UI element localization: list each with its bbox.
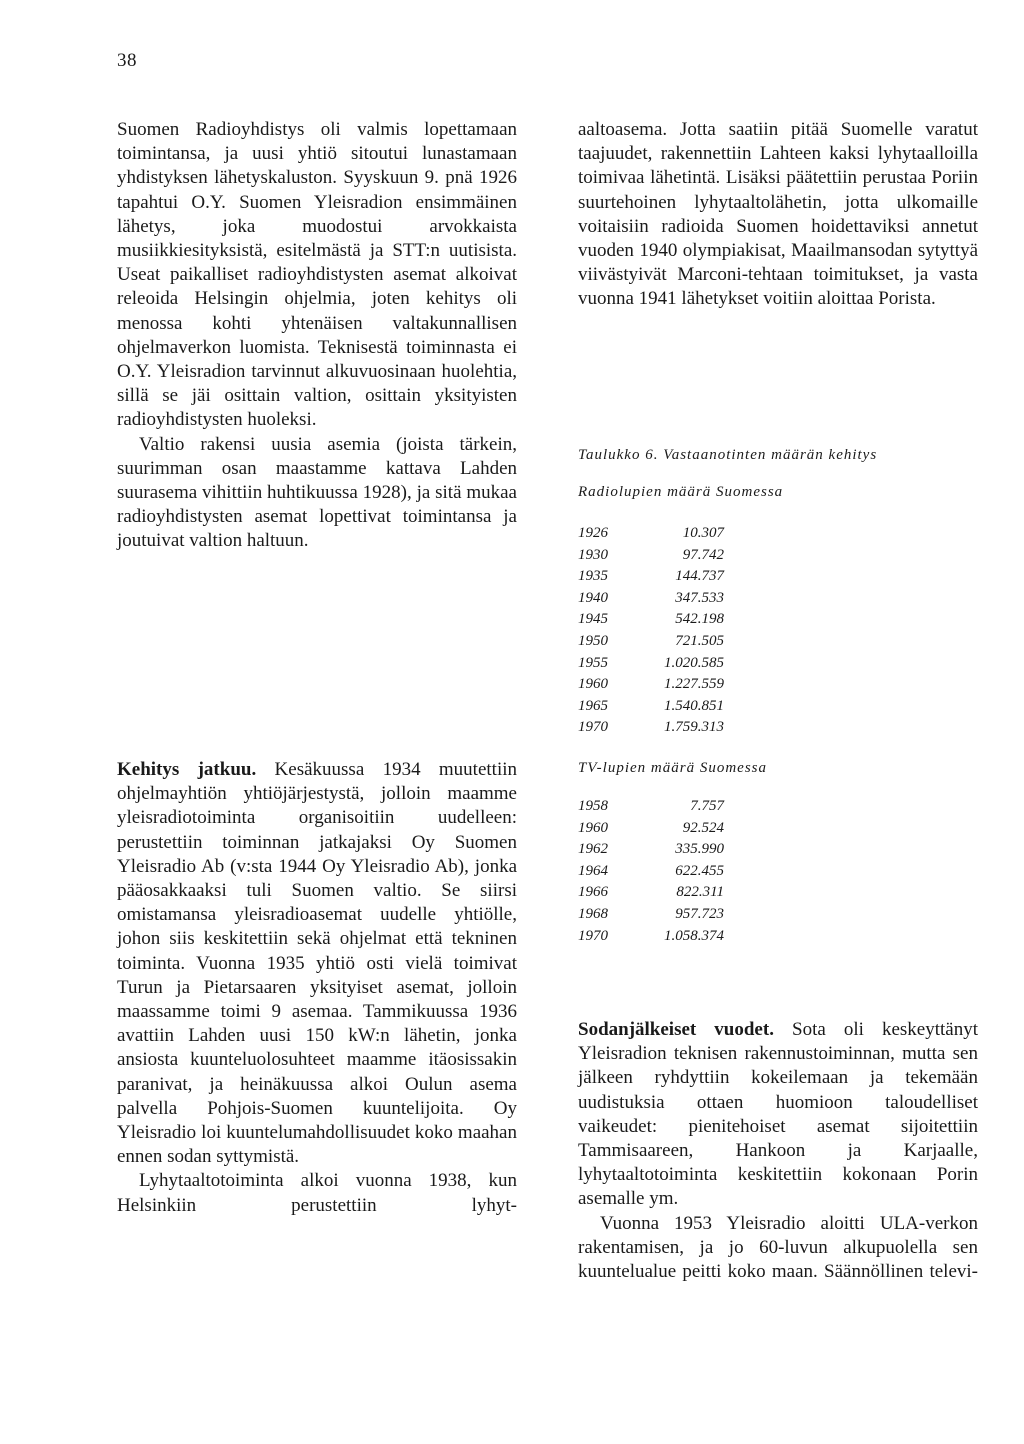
value-cell: 347.533 bbox=[675, 589, 724, 606]
table-row bbox=[578, 588, 724, 610]
body-paragraph: Vuonna 1953 Yleisradio aloitti ULA-verkon rakentamisen, ja jo 60-luvun alkupuolella sen kuuntelualue peitti koko maan. Säännöllinen televi- bbox=[578, 1212, 978, 1283]
left-column-top bbox=[117, 118, 517, 554]
right-column-top bbox=[578, 118, 978, 312]
year-cell: 1960 bbox=[578, 676, 608, 693]
value-cell: 92.524 bbox=[682, 819, 724, 836]
year-cell: 1966 bbox=[578, 884, 608, 901]
table-row bbox=[578, 904, 724, 926]
table-caption: Taulukko 6. Vastaanotinten määrän kehitys bbox=[578, 447, 878, 463]
year-cell: 1940 bbox=[578, 589, 608, 606]
value-cell: 97.742 bbox=[682, 546, 724, 563]
value-cell: 1.540.851 bbox=[664, 697, 724, 714]
page-number: 38 bbox=[117, 50, 137, 71]
table-row bbox=[578, 717, 724, 739]
table-row bbox=[578, 653, 724, 675]
year-cell: 1930 bbox=[578, 546, 608, 563]
table-row bbox=[578, 631, 724, 653]
radio-licences-title: Radiolupien määrä Suomessa bbox=[578, 484, 784, 500]
value-cell: 542.198 bbox=[675, 611, 724, 628]
table-row bbox=[578, 796, 724, 818]
section-heading: Sodanjälkeiset vuodet. bbox=[578, 1019, 774, 1040]
table-row bbox=[578, 674, 724, 696]
table-row bbox=[578, 839, 724, 861]
value-cell: 622.455 bbox=[675, 862, 724, 879]
year-cell: 1935 bbox=[578, 568, 608, 585]
tv-licences-table bbox=[578, 796, 724, 947]
year-cell: 1965 bbox=[578, 697, 608, 714]
value-cell: 957.723 bbox=[675, 905, 724, 922]
table-row bbox=[578, 545, 724, 567]
year-cell: 1945 bbox=[578, 611, 608, 628]
value-cell: 1.020.585 bbox=[664, 654, 724, 671]
table-row bbox=[578, 696, 724, 718]
paragraph-text: Sota oli keskeyttänyt Yleisradion teknisen rakennustoiminnan, mutta sen jälkeen ryhdyttiin kokeilemaan ja tekemään uudistuksia ottaen huomioon taloudelliset vaikeudet: pienitehoiset asemat sijoitettiin Tammisaareen, Hankoon ja Karjaalle, lyhytaaltotoiminta keskitettiin kokonaan Porin asemalle ym. bbox=[578, 1019, 978, 1210]
body-paragraph: Lyhytaaltotoiminta alkoi vuonna 1938, kun Helsinkiin perustettiin lyhyt- bbox=[117, 1170, 517, 1216]
value-cell: 335.990 bbox=[675, 841, 724, 858]
year-cell: 1962 bbox=[578, 841, 608, 858]
value-cell: 721.505 bbox=[675, 632, 724, 649]
radio-licences-table bbox=[578, 523, 724, 739]
year-cell: 1958 bbox=[578, 798, 608, 814]
section-kehitys-jatkuu bbox=[117, 758, 517, 1218]
table-row bbox=[578, 882, 724, 904]
year-cell: 1970 bbox=[578, 719, 608, 736]
table-row bbox=[578, 523, 724, 545]
table-row bbox=[578, 609, 724, 631]
value-cell: 10.307 bbox=[682, 525, 724, 541]
body-paragraph bbox=[117, 758, 517, 1169]
year-cell: 1926 bbox=[578, 525, 608, 541]
section-heading: Kehitys jatkuu. bbox=[117, 759, 257, 780]
body-paragraph bbox=[578, 1018, 978, 1212]
table-row bbox=[578, 926, 724, 948]
value-cell: 1.227.559 bbox=[664, 676, 724, 693]
paragraph-text: Kesäkuussa 1934 muutettiin ohjelmayhtiön yhtiöjärjestystä, jolloin maamme yleisradiotoiminta organisoitiin uudelleen: perustettiin toiminnan jatkajaksi Oy Suomen Yleisradio Ab (v:sta 1944 Oy Yleisradio Ab), jonka pääosakkaaksi tuli Suomen valtio. Se siirsi omistamansa yleisradioasemat uudelle yhtiölle, johon siis keskitettiin sekä ohjelmat että tekninen toiminta. Vuonna 1935 yhtiö osti vielä toimivat Turun ja Pietarsaaren yksityiset asemat, jolloin maassamme toimi 9 asemaa. Tammikuussa 1936 avattiin Lahden uusi 150 kW:n lähetin, jonka ansiosta kuunteluolosuhteet maamme itäosissakin paranivat, ja heinäkuussa alkoi Oulun asema palvella Pohjois-Suomen kuuntelijoita. Oy Yleisradio loi kuuntelumahdollisuudet koko maahan ennen sodan syttymistä. bbox=[117, 759, 518, 1168]
year-cell: 1970 bbox=[578, 927, 608, 944]
year-cell: 1964 bbox=[578, 862, 608, 879]
table-row bbox=[578, 566, 724, 588]
body-paragraph: Suomen Radioyhdistys oli valmis lopettamaan toimintansa, ja uusi yhtiö sitoutui lunastamaan yhdistyksen lähetyskaluston. Syyskuun 9. pnä 1926 tapahtui O.Y. Suomen Yleisradion ensimmäinen lähetys, joka muodostui arvokkaista musiikkiesityksistä, esitelmästä ja STT:n uutisista. Useat paikalliset radioyhdistysten asemat alkoivat releoida Helsingin ohjelmia, joten kehitys oli menossa kohti yhtenäisen valtakunnallisen ohjelmaverkon luomista. Teknisestä toiminnasta ei O.Y. Yleisradion tarvinnut alkuvuosinaan huolehtia, sillä se jäi osittain valtion, osittain yksityisten radioyhdistysten huoleksi. bbox=[117, 119, 517, 431]
year-cell: 1960 bbox=[578, 819, 608, 836]
year-cell: 1968 bbox=[578, 905, 608, 922]
body-paragraph: aaltoasema. Jotta saatiin pitää Suomelle varatut taajuudet, rakennettiin Lahteen kaksi lyhytaalloilla toimivaa lähetintä. Lisäksi päätettiin perustaa Poriin suurtehoinen lyhytaaltolähetin, jotta ulkomaille voitaisiin radioida Suomen hoidettaviksi annetut vuoden 1940 olympiakisat, Maailmansodan sytyttyä viivästyivät Marconi-tehtaan toimitukset, ja vasta vuonna 1941 lähetykset voitiin aloittaa Porista. bbox=[578, 119, 978, 310]
year-cell: 1950 bbox=[578, 632, 608, 649]
value-cell: 1.058.374 bbox=[664, 927, 724, 944]
year-cell: 1955 bbox=[578, 654, 608, 671]
table-row bbox=[578, 818, 724, 840]
section-sodanjalkeiset-vuodet bbox=[578, 1018, 978, 1284]
tv-licences-title: TV-lupien määrä Suomessa bbox=[578, 760, 767, 776]
value-cell: 1.759.313 bbox=[664, 719, 724, 736]
value-cell: 7.757 bbox=[690, 798, 724, 814]
table-row bbox=[578, 861, 724, 883]
value-cell: 144.737 bbox=[675, 568, 724, 585]
value-cell: 822.311 bbox=[676, 884, 724, 901]
body-paragraph: Valtio rakensi uusia asemia (joista tärkein, suurimman osan maastamme kattava Lahden suurasema vihittiin huhtikuussa 1928), ja sitä mukaa radioyhdistysten asemat lopettivat toimintansa ja joutuivat valtion haltuun. bbox=[117, 433, 517, 552]
